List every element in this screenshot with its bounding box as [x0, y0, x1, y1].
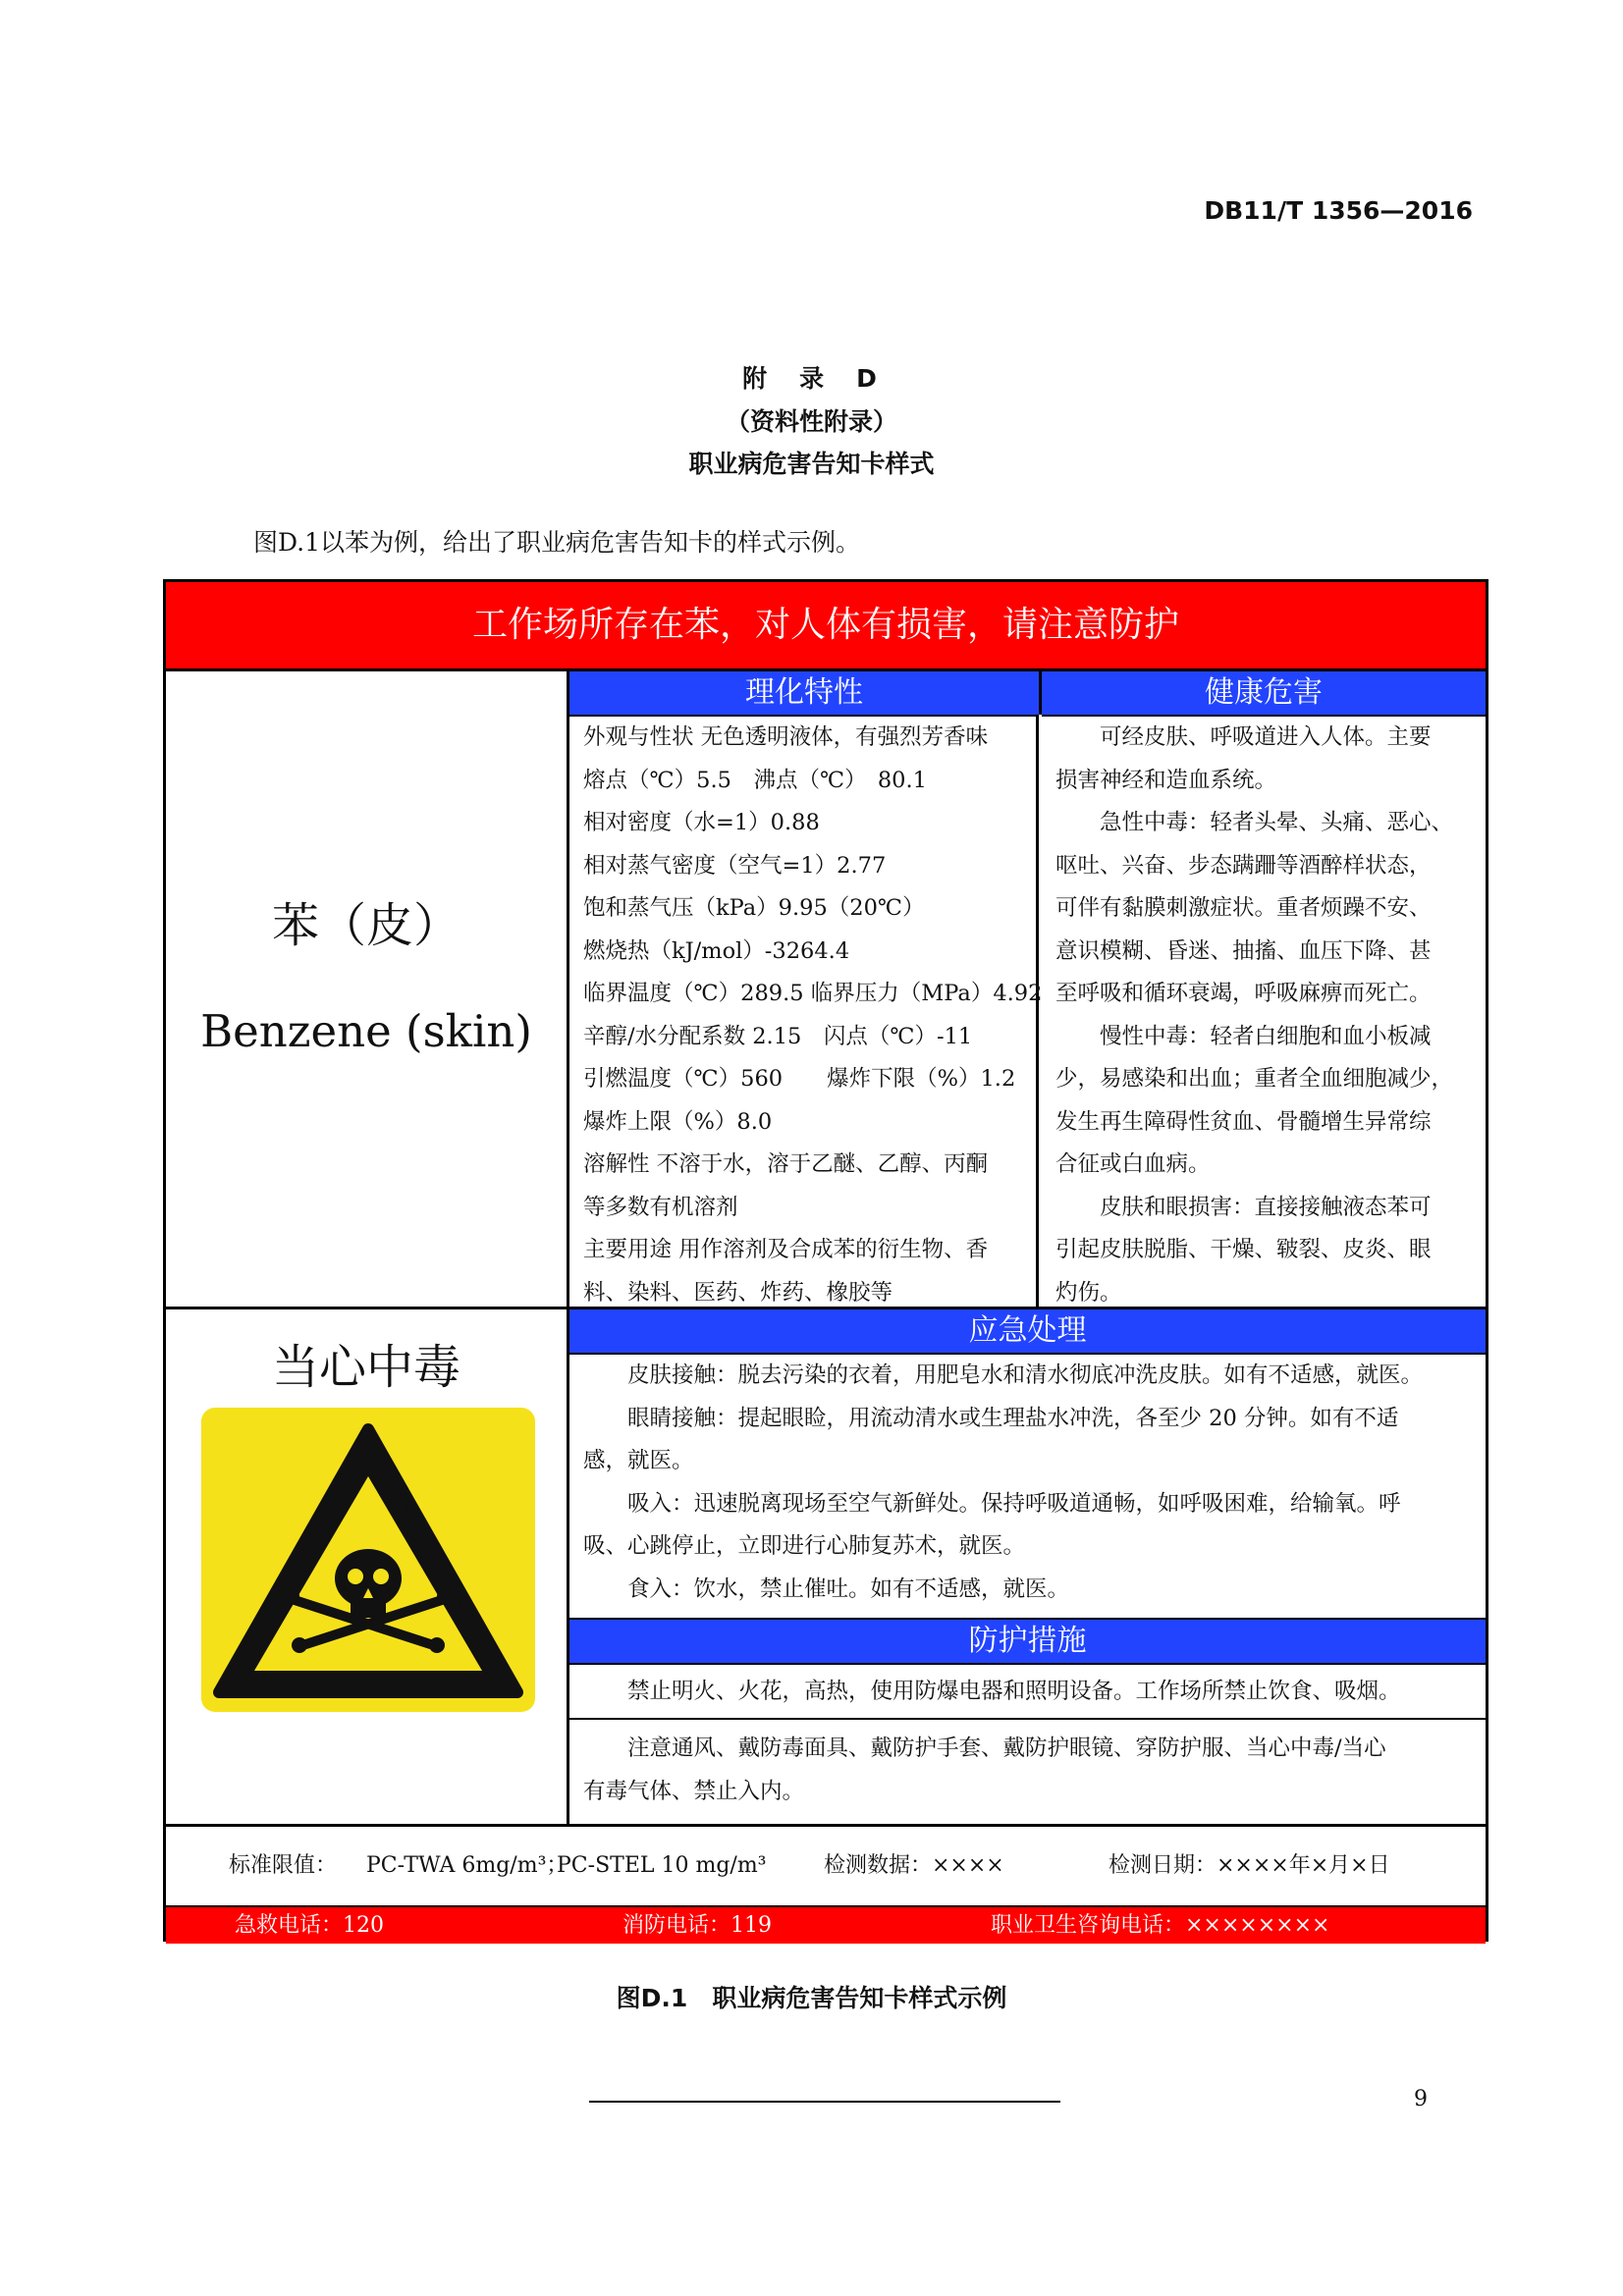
- figure-caption: 图D.1 职业病危害告知卡样式示例: [616, 1984, 1007, 2012]
- limits-stel: PC-STEL 10 mg/m³: [557, 1853, 767, 1878]
- phys-line: 等多数有机溶剂: [583, 1194, 738, 1220]
- emergency-line: 吸入：迅速脱离现场至空气新鲜处。保持呼吸道通畅，如呼吸困难，给输氧。呼: [583, 1490, 1401, 1517]
- health-hazard-header: 健康危害: [1042, 671, 1486, 715]
- health-line: 皮肤和眼损害：直接接触液态苯可: [1055, 1194, 1432, 1220]
- phys-line: 熔点（℃）5.5 沸点（℃） 80.1: [583, 767, 927, 793]
- phys-line: 相对蒸气密度（空气=1）2.77: [583, 852, 887, 879]
- page-number: 9: [1414, 2087, 1428, 2111]
- phys-line: 外观与性状 无色透明液体，有强烈芳香味: [583, 724, 989, 750]
- emergency-line: 吸、心跳停止，立即进行心肺复苏术，就医。: [583, 1533, 1026, 1559]
- footer-divider: [589, 2101, 1060, 2103]
- protection-line: 注意通风、戴防毒面具、戴防护手套、戴防护眼镜、穿防护服、当心中毒/当心: [583, 1735, 1386, 1761]
- phys-line: 燃烧热（kJ/mol）-3264.4: [583, 937, 850, 964]
- substance-name-cell: [166, 671, 569, 1307]
- health-line: 引起皮肤脱脂、干燥、皲裂、皮炎、眼: [1055, 1237, 1432, 1262]
- phones-row: [166, 1905, 1486, 1944]
- health-line: 发生再生障碍性贫血、骨髓增生异常综: [1055, 1108, 1432, 1135]
- protection-line: 有毒气体、禁止入内。: [583, 1778, 805, 1804]
- health-line: 损害神经和造血系统。: [1055, 767, 1277, 793]
- fire-phone: 消防电话：119: [622, 1913, 772, 1938]
- protection-row-1: [569, 1663, 1486, 1718]
- health-hazard-body: [1042, 715, 1486, 1307]
- substance-cn-name: 苯（皮）: [271, 898, 460, 953]
- detect-date: 检测日期：××××年×月×日: [1109, 1853, 1390, 1878]
- emergency-line: 皮肤接触：脱去污染的衣着，用肥皂水和清水彻底冲洗皮肤。如有不适感，就医。: [583, 1362, 1424, 1388]
- detect-data: 检测数据：××××: [824, 1853, 1004, 1878]
- phys-properties-header: 理化特性: [569, 671, 1042, 715]
- emergency-header: 应急处理: [569, 1309, 1486, 1353]
- appendix-subtitle: （资料性附录）: [725, 407, 897, 436]
- health-line: 至呼吸和循环衰竭，呼吸麻痹而死亡。: [1055, 981, 1432, 1006]
- appendix-name: 职业病危害告知卡样式: [688, 450, 935, 478]
- emergency-line: 眼睛接触：提起眼睑，用流动清水或生理盐水冲洗，各至少 20 分钟。如有不适: [583, 1405, 1399, 1431]
- health-line: 可经皮肤、呼吸道进入人体。主要: [1055, 724, 1432, 750]
- health-line: 急性中毒：轻者头晕、头痛、恶心、: [1055, 810, 1454, 835]
- substance-en-name: Benzene (skin): [200, 1005, 532, 1057]
- phys-line: 辛醇/水分配系数 2.15 闪点（℃）-11: [583, 1023, 973, 1049]
- phys-line: 饱和蒸气压（kPa）9.95（20℃）: [583, 895, 925, 921]
- intro-paragraph: 图D.1以苯为例，给出了职业病危害告知卡的样式示例。: [253, 528, 861, 557]
- health-line: 慢性中毒：轻者白细胞和血小板减: [1055, 1023, 1432, 1049]
- protection-line: 禁止明火、火花，高热，使用防爆电器和照明设备。工作场所禁止饮食、吸烟。: [583, 1679, 1401, 1704]
- health-line: 灼伤。: [1055, 1279, 1122, 1306]
- phys-line: 引燃温度（℃）560 爆炸下限（%）1.2: [583, 1066, 1016, 1092]
- warning-text: 当心中毒: [271, 1340, 460, 1395]
- health-line: 合征或白血病。: [1055, 1151, 1211, 1177]
- appendix-title: 附 录 D: [742, 364, 881, 393]
- phys-line: 临界温度（℃）289.5 临界压力（MPa）4.92: [583, 981, 1043, 1006]
- protection-row-2: [569, 1718, 1486, 1824]
- limits-twa: PC-TWA 6mg/m³；: [366, 1853, 568, 1878]
- emergency-phone: 急救电话：120: [235, 1913, 384, 1938]
- emergency-line: 感，就医。: [583, 1448, 694, 1473]
- phys-line: 料、染料、医药、炸药、橡胶等: [583, 1279, 893, 1306]
- health-line: 少，易感染和出血；重者全血细胞减少，: [1055, 1066, 1454, 1092]
- emergency-body: [569, 1353, 1486, 1618]
- health-line: 意识模糊、昏迷、抽搐、血压下降、甚: [1055, 937, 1432, 964]
- card-banner: 工作场所存在苯，对人体有损害，请注意防护: [166, 582, 1486, 671]
- health-line: 可伴有黏膜刺激症状。重者烦躁不安、: [1055, 895, 1432, 921]
- standard-code: DB11/T 1356—2016: [1204, 196, 1473, 225]
- emergency-line: 食入：饮水，禁止催吐。如有不适感，就医。: [583, 1575, 1070, 1602]
- limits-row: [166, 1827, 1486, 1905]
- hazard-notice-card: [163, 579, 1488, 1942]
- phys-line: 主要用途 用作溶剂及合成苯的衍生物、香: [583, 1237, 989, 1262]
- poison-warning-triangle-icon: [201, 1408, 535, 1716]
- protection-header: 防护措施: [569, 1618, 1486, 1663]
- phys-line: 溶解性 不溶于水，溶于乙醚、乙醇、丙酮: [583, 1151, 989, 1177]
- phys-line: 相对密度（水=1）0.88: [583, 810, 820, 835]
- limits-label: 标准限值：: [229, 1853, 338, 1878]
- phys-properties-body: [569, 715, 1043, 1307]
- warning-cell: [166, 1309, 569, 1824]
- consult-phone: 职业卫生咨询电话：××××××××: [991, 1913, 1330, 1938]
- phys-line: 爆炸上限（%）8.0: [583, 1108, 773, 1135]
- health-line: 呕吐、兴奋、步态蹒跚等酒醉样状态，: [1055, 852, 1432, 879]
